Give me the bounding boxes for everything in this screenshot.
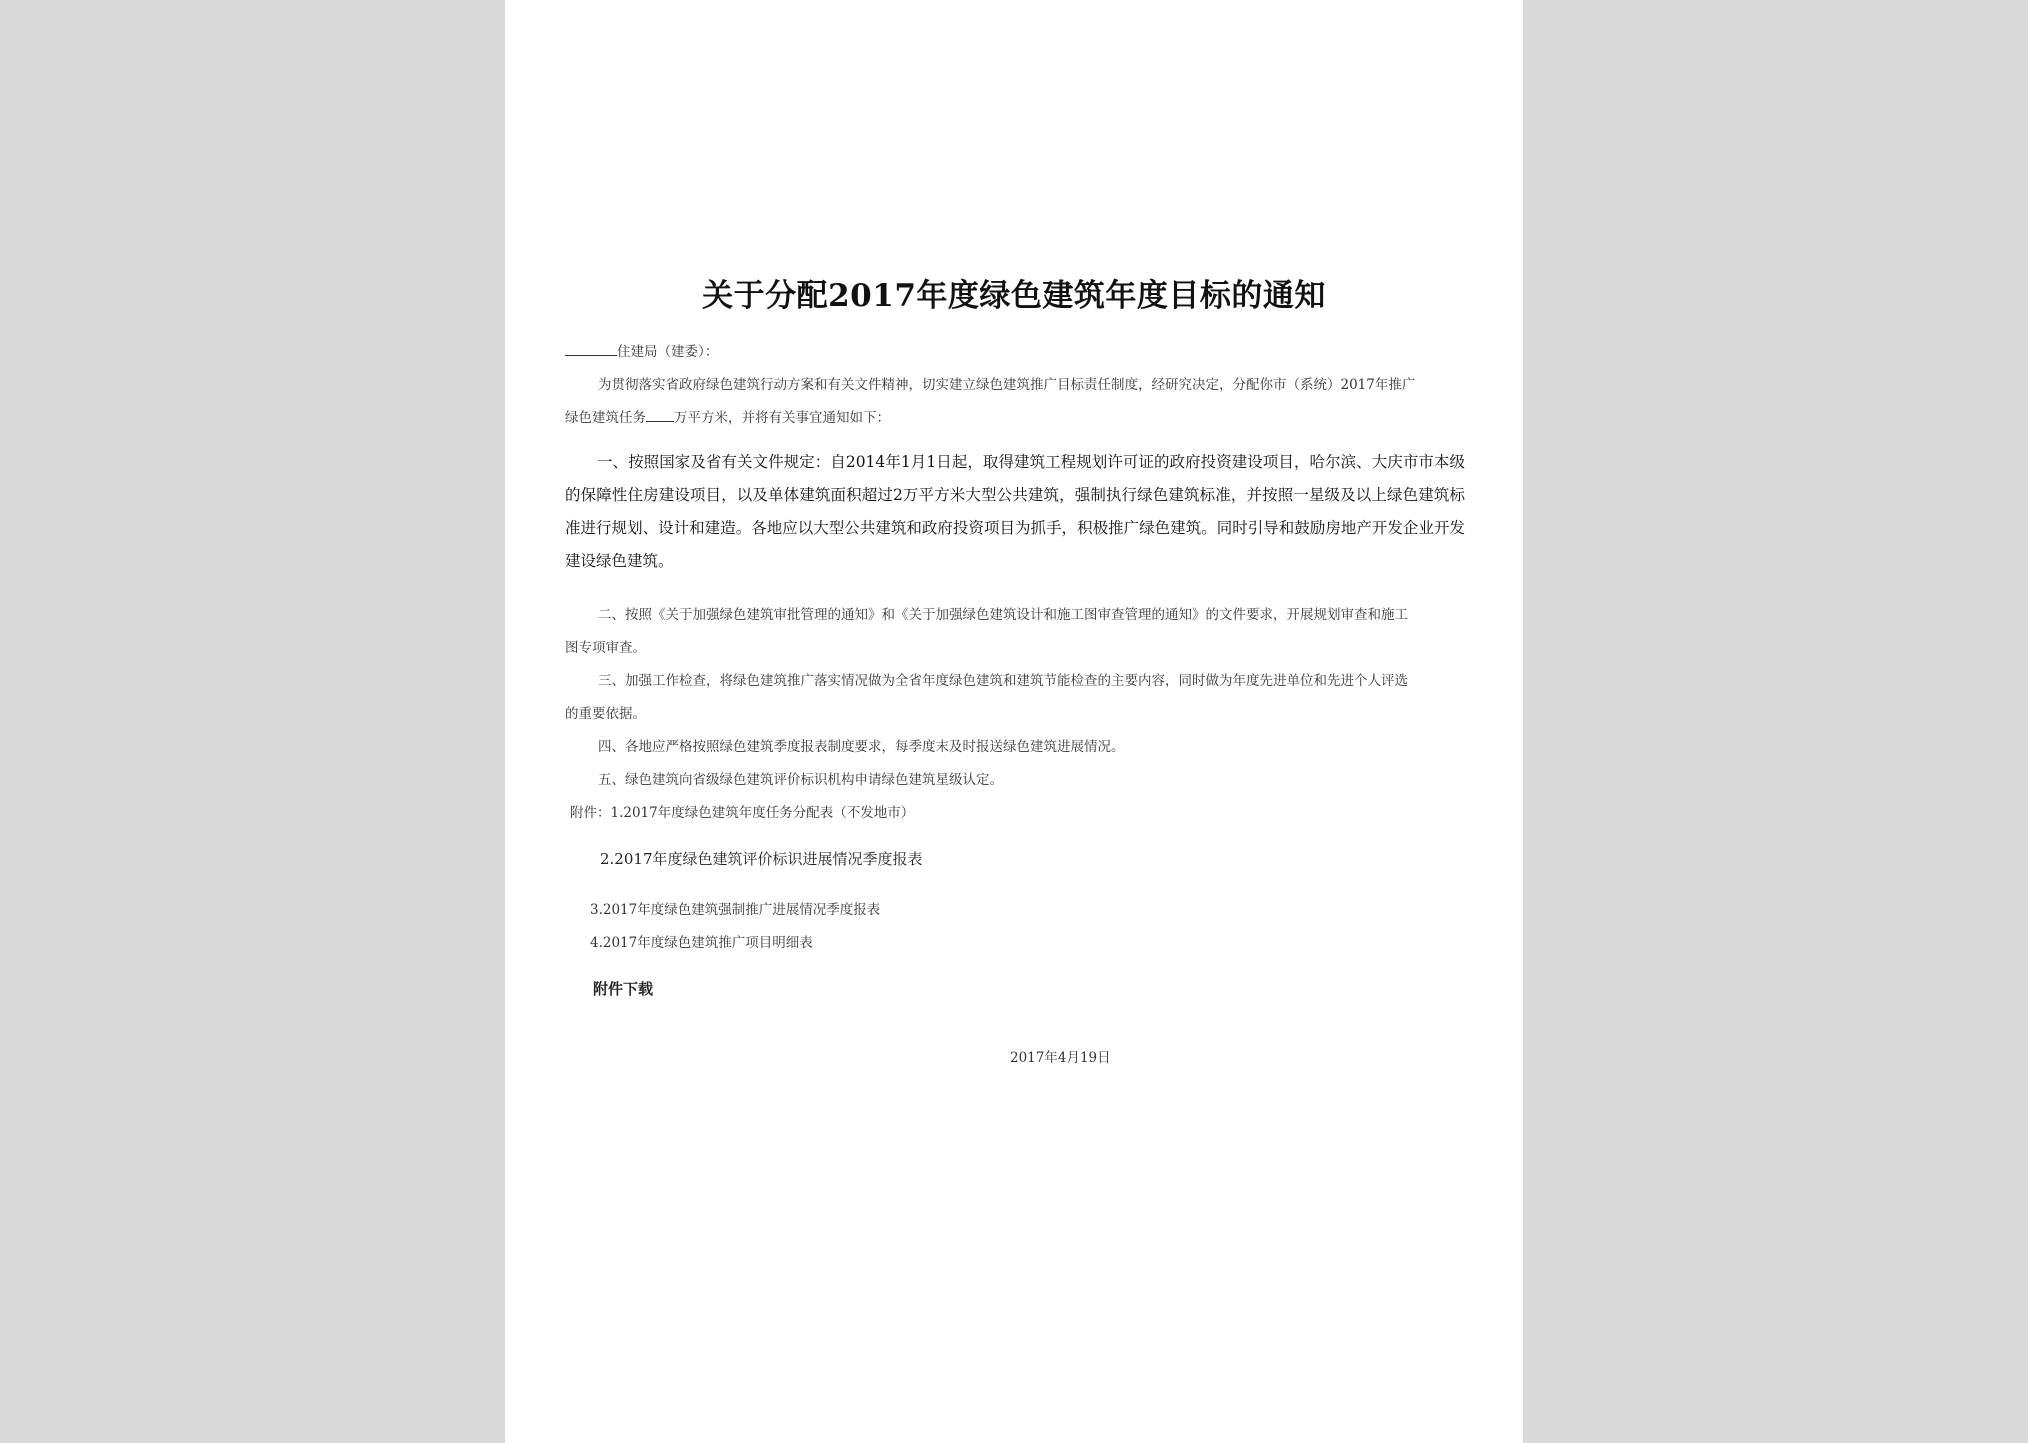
item-2-line-2: 图专项审查。 [565,640,646,656]
attachment-3: 3.2017年度绿色建筑强制推广进展情况季度报表 [590,902,881,918]
item-5-line: 五、绿色建筑向省级绿色建筑评价标识机构申请绿色建筑星级认定。 [598,772,1003,788]
attachment-1: 附件：1.2017年度绿色建筑年度任务分配表（不发地市） [570,805,915,821]
document-title: 关于分配2017年度绿色建筑年度目标的通知 [702,278,1326,314]
attachment-2: 2.2017年度绿色建筑评价标识进展情况季度报表 [600,850,923,868]
intro-line-2 [565,406,890,426]
attachment-download-link[interactable]: 附件下载 [593,980,654,998]
document-date: 2017年4月19日 [1010,1050,1111,1066]
item-4-line: 四、各地应严格按照绿色建筑季度报表制度要求，每季度末及时报送绿色建筑进展情况。 [598,739,1125,755]
intro-line-1: 为贯彻落实省政府绿色建筑行动方案和有关文件精神，切实建立绿色建筑推广目标责任制度，经研究决定，分配你市（系统）2017年推广 [598,377,1416,393]
item-3-line-2: 的重要依据。 [565,706,646,722]
item-1-paragraph: 一、按照国家及省有关文件规定：自2014年1月1日起，取得建筑工程规划许可证的政府投资建设项目，哈尔滨、大庆市市本级的保障性住房建设项目，以及单体建筑面积超过2万平方米大型公共建筑，强制执行绿色建筑标准，并按照一星级及以上绿色建筑标准进行规划、设计和建造。各地应以大型公共建筑和政府投资项目为抓手，积极推广绿色建筑。同时引导和鼓励房地产开发企业开发建设绿色建筑。 [565,453,1465,570]
attachment-4: 4.2017年度绿色建筑推广项目明细表 [590,935,813,951]
item-2-line-1: 二、按照《关于加强绿色建筑审批管理的通知》和《关于加强绿色建筑设计和施工图审查管理的通知》的文件要求，开展规划审查和施工 [598,607,1408,623]
addressee-text: 住建局（建委）： [617,344,719,360]
addressee-line [565,340,718,360]
intro-task-label: 绿色建筑任务 [565,410,646,426]
intro-task-blank [646,407,674,422]
item-3-line-1: 三、加强工作检查，将绿色建筑推广落实情况做为全省年度绿色建筑和建筑节能检查的主要内容，同时做为年度先进单位和先进个人评选 [598,673,1408,689]
document-page [505,0,1523,1443]
addressee-blank [565,341,617,356]
intro-task-rest: 万平方米，并将有关事宜通知如下： [674,410,890,426]
